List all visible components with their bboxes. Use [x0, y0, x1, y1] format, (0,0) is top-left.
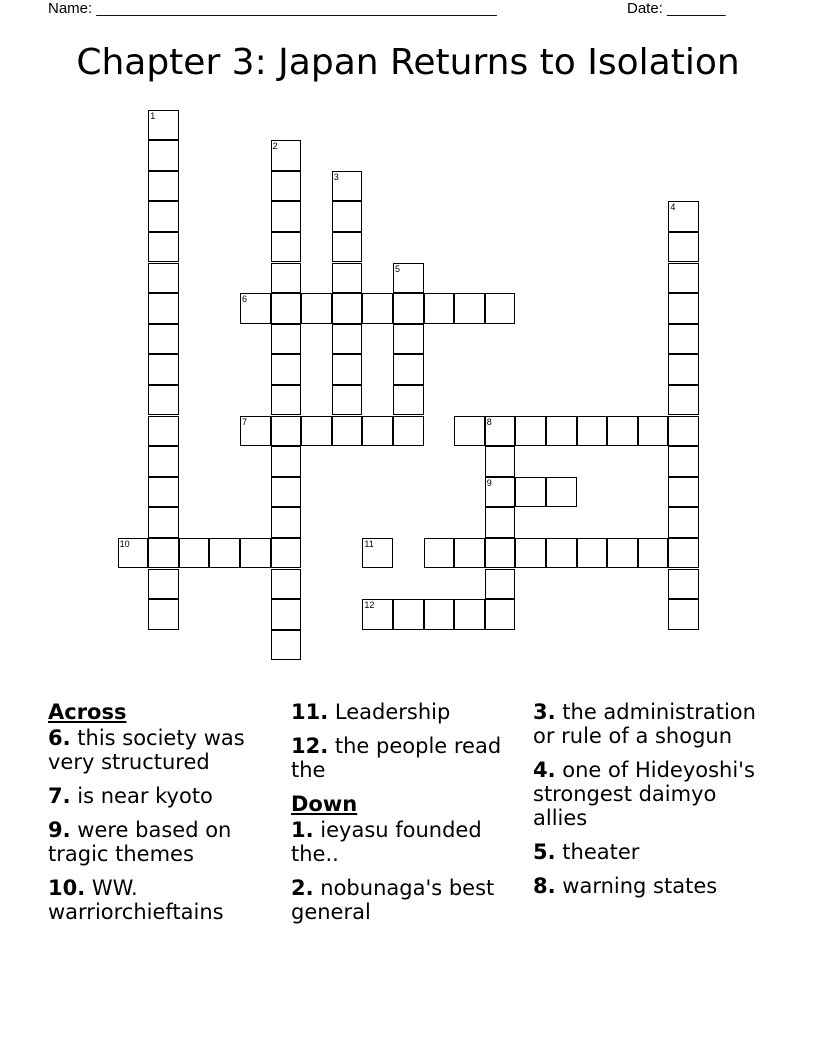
grid-cell[interactable] — [454, 293, 485, 324]
grid-cell[interactable] — [240, 293, 271, 324]
cell-number: 5 — [395, 263, 401, 274]
clue-across-9 — [48, 818, 286, 866]
clue-column-2 — [291, 700, 529, 934]
grid-cell[interactable] — [148, 569, 179, 600]
clue-text: were based on tragic themes — [48, 818, 232, 866]
grid-cell[interactable] — [362, 416, 393, 447]
clue-number: 2. — [291, 876, 314, 900]
grid-cell[interactable] — [454, 599, 485, 630]
down-heading: Down — [291, 792, 358, 816]
grid-cell[interactable] — [362, 538, 393, 569]
grid-cell[interactable] — [668, 569, 699, 600]
clue-number: 11. — [291, 700, 329, 724]
grid-cell[interactable] — [485, 416, 516, 447]
clue-down-5 — [533, 840, 773, 864]
cell-number: 3 — [333, 171, 339, 182]
grid-cell[interactable] — [515, 538, 546, 569]
grid-cell[interactable] — [148, 538, 179, 569]
clue-text: this society was very structured — [48, 726, 245, 774]
grid-cell[interactable] — [118, 538, 149, 569]
grid-cell[interactable] — [668, 293, 699, 324]
grid-cell[interactable] — [148, 263, 179, 294]
grid-cell[interactable] — [485, 599, 516, 630]
grid-cell[interactable] — [424, 538, 455, 569]
clue-down-3 — [533, 700, 773, 748]
grid-cell[interactable] — [485, 446, 516, 477]
page-title: Chapter 3: Japan Returns to Isolation — [76, 42, 740, 83]
clue-text: Leadership — [328, 700, 451, 724]
grid-cell[interactable] — [271, 507, 302, 538]
grid-cell[interactable] — [577, 416, 608, 447]
grid-cell[interactable] — [668, 538, 699, 569]
grid-cell[interactable] — [271, 293, 302, 324]
grid-cell[interactable] — [148, 599, 179, 630]
grid-cell[interactable] — [454, 538, 485, 569]
clue-text: the administration or rule of a shogun — [533, 700, 756, 748]
grid-cell[interactable] — [668, 232, 699, 263]
grid-cell[interactable] — [332, 263, 363, 294]
grid-cell[interactable] — [668, 324, 699, 355]
grid-cell[interactable] — [668, 263, 699, 294]
cell-number: 7 — [242, 416, 248, 427]
grid-cell[interactable] — [332, 201, 363, 232]
grid-cell[interactable] — [668, 507, 699, 538]
grid-cell[interactable] — [271, 538, 302, 569]
grid-cell[interactable] — [148, 232, 179, 263]
grid-cell[interactable] — [271, 416, 302, 447]
clue-number: 7. — [48, 784, 71, 808]
clue-text: one of Hideyoshi's strongest daimyo allies — [533, 758, 755, 830]
grid-cell[interactable] — [148, 324, 179, 355]
across-heading: Across — [48, 700, 127, 724]
grid-cell[interactable] — [668, 354, 699, 385]
grid-cell[interactable] — [424, 293, 455, 324]
grid-cell[interactable] — [515, 477, 546, 508]
grid-cell[interactable] — [209, 538, 240, 569]
clue-across-7 — [48, 784, 286, 808]
clue-down-4 — [533, 758, 773, 830]
clue-text: ieyasu founded the.. — [291, 818, 482, 866]
grid-cell[interactable] — [148, 110, 179, 141]
grid-cell[interactable] — [271, 385, 302, 416]
cell-number: 2 — [272, 141, 278, 152]
grid-cell[interactable] — [148, 507, 179, 538]
grid-cell[interactable] — [668, 416, 699, 447]
cell-number: 11 — [364, 538, 374, 549]
clue-number: 9. — [48, 818, 71, 842]
grid-cell[interactable] — [271, 201, 302, 232]
date-field[interactable]: Date: _______ — [627, 0, 726, 17]
clue-down-1 — [291, 818, 529, 866]
grid-cell[interactable] — [577, 538, 608, 569]
grid-cell[interactable] — [638, 416, 669, 447]
cell-number: 10 — [119, 538, 130, 549]
grid-cell[interactable] — [332, 385, 363, 416]
grid-cell[interactable] — [271, 569, 302, 600]
clue-column-3 — [533, 700, 773, 908]
clue-number: 6. — [48, 726, 71, 750]
clue-number: 12. — [291, 734, 329, 758]
grid-cell[interactable] — [332, 354, 363, 385]
clue-down-8 — [533, 874, 773, 898]
grid-cell[interactable] — [271, 477, 302, 508]
cell-number: 8 — [486, 416, 492, 427]
grid-cell[interactable] — [271, 630, 302, 661]
grid-cell[interactable] — [271, 140, 302, 171]
grid-cell[interactable] — [362, 293, 393, 324]
grid-cell[interactable] — [485, 569, 516, 600]
cell-number: 4 — [670, 202, 676, 213]
grid-cell[interactable] — [271, 599, 302, 630]
clue-across-10 — [48, 876, 286, 924]
grid-cell[interactable] — [393, 324, 424, 355]
grid-cell[interactable] — [332, 416, 363, 447]
cell-number: 6 — [242, 294, 248, 305]
grid-cell[interactable] — [607, 538, 638, 569]
grid-cell[interactable] — [668, 385, 699, 416]
grid-cell[interactable] — [148, 293, 179, 324]
grid-cell[interactable] — [393, 293, 424, 324]
grid-cell[interactable] — [332, 232, 363, 263]
clue-column-1 — [48, 700, 286, 934]
grid-cell[interactable] — [148, 416, 179, 447]
grid-cell[interactable] — [332, 171, 363, 202]
clue-number: 8. — [533, 874, 556, 898]
grid-cell[interactable] — [393, 416, 424, 447]
grid-cell[interactable] — [148, 385, 179, 416]
clue-number: 4. — [533, 758, 556, 782]
grid-cell[interactable] — [148, 354, 179, 385]
grid-cell[interactable] — [638, 538, 669, 569]
grid-cell[interactable] — [148, 446, 179, 477]
grid-cell[interactable] — [668, 599, 699, 630]
grid-cell[interactable] — [332, 324, 363, 355]
grid-cell[interactable] — [240, 416, 271, 447]
grid-cell[interactable] — [271, 232, 302, 263]
cell-number: 1 — [150, 110, 156, 121]
grid-cell[interactable] — [393, 385, 424, 416]
grid-cell[interactable] — [148, 201, 179, 232]
clue-across-12 — [291, 734, 529, 782]
grid-cell[interactable] — [546, 416, 577, 447]
clue-down-2 — [291, 876, 529, 924]
grid-cell[interactable] — [148, 140, 179, 171]
grid-cell[interactable] — [148, 477, 179, 508]
grid-cell[interactable] — [485, 477, 516, 508]
grid-cell[interactable] — [393, 263, 424, 294]
grid-cell[interactable] — [485, 507, 516, 538]
grid-cell[interactable] — [179, 538, 210, 569]
clue-number: 1. — [291, 818, 314, 842]
cell-number: 12 — [364, 600, 375, 611]
clue-text: warning states — [555, 874, 718, 898]
clue-text: is near kyoto — [70, 784, 213, 808]
grid-cell[interactable] — [668, 446, 699, 477]
grid-cell[interactable] — [240, 538, 271, 569]
grid-cell[interactable] — [271, 354, 302, 385]
clue-text: WW. warriorchieftains — [48, 876, 224, 924]
clue-text: nobunaga's best general — [291, 876, 495, 924]
grid-cell[interactable] — [515, 416, 546, 447]
grid-cell[interactable] — [393, 599, 424, 630]
grid-cell[interactable] — [485, 293, 516, 324]
grid-cell[interactable] — [271, 446, 302, 477]
clue-number: 3. — [533, 700, 556, 724]
clue-text: the people read the — [291, 734, 502, 782]
grid-cell[interactable] — [393, 354, 424, 385]
cell-number: 9 — [486, 477, 492, 488]
clue-across-11 — [291, 700, 529, 724]
clue-number: 10. — [48, 876, 86, 900]
grid-cell[interactable] — [332, 293, 363, 324]
grid-cell[interactable] — [424, 599, 455, 630]
grid-cell[interactable] — [485, 538, 516, 569]
clue-across-6 — [48, 726, 286, 774]
grid-cell[interactable] — [271, 171, 302, 202]
grid-cell[interactable] — [271, 263, 302, 294]
grid-cell[interactable] — [148, 171, 179, 202]
grid-cell[interactable] — [546, 477, 577, 508]
grid-cell[interactable] — [668, 201, 699, 232]
grid-cell[interactable] — [607, 416, 638, 447]
grid-cell[interactable] — [546, 538, 577, 569]
clue-text: theater — [555, 840, 640, 864]
grid-cell[interactable] — [301, 416, 332, 447]
grid-cell[interactable] — [301, 293, 332, 324]
grid-cell[interactable] — [362, 599, 393, 630]
grid-cell[interactable] — [271, 324, 302, 355]
clue-number: 5. — [533, 840, 556, 864]
name-field[interactable]: Name: ________________________________________________ — [48, 0, 497, 17]
grid-cell[interactable] — [668, 477, 699, 508]
grid-cell[interactable] — [454, 416, 485, 447]
